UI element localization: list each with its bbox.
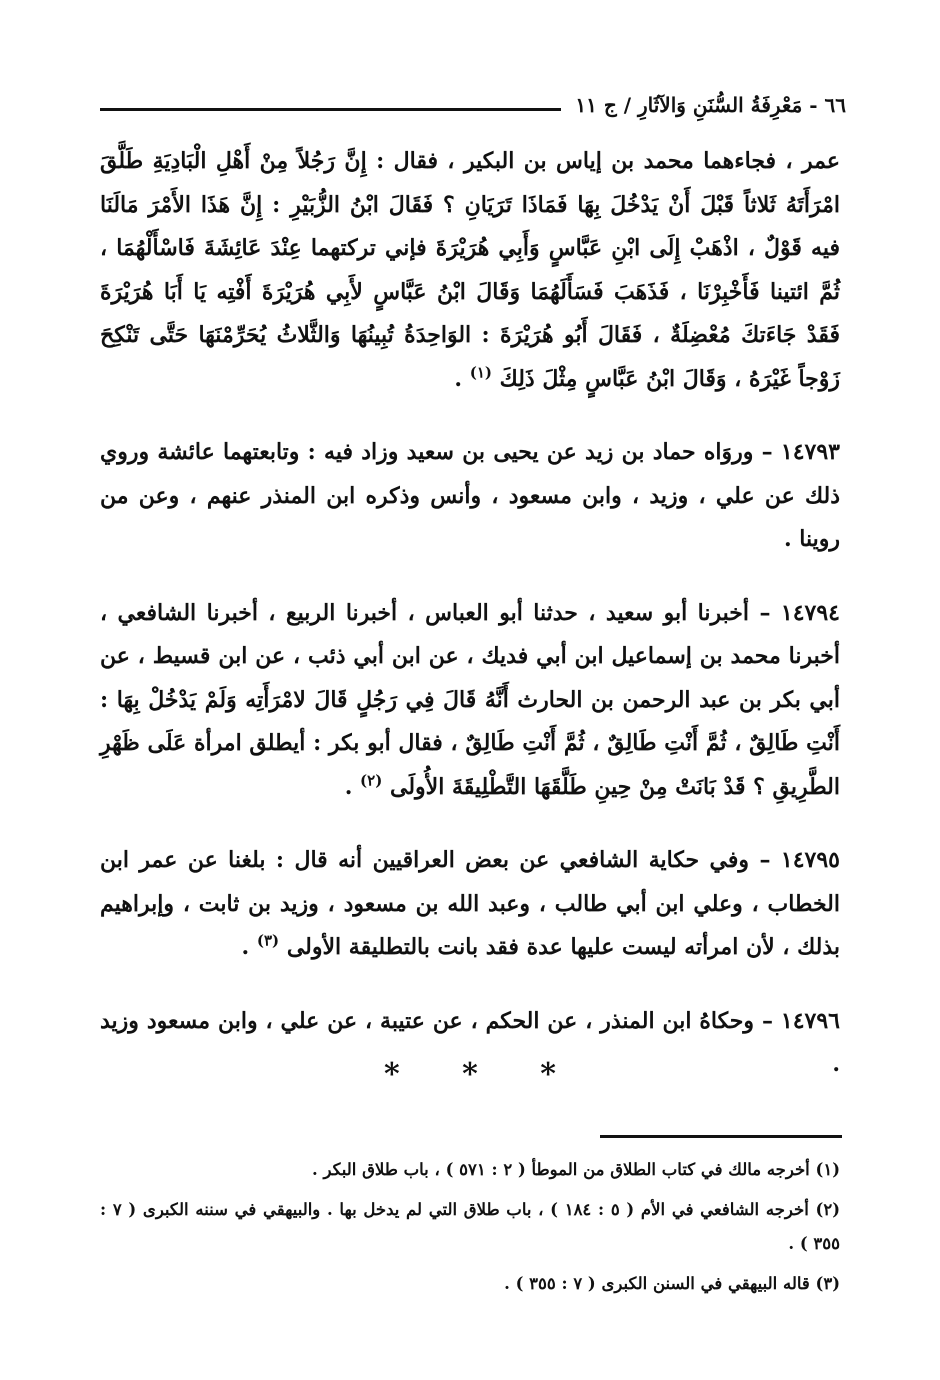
footnote-ref-2: (٢) xyxy=(360,771,383,790)
asterisk: * xyxy=(540,1057,556,1092)
hadith-number: ١٤٧٩٤ xyxy=(780,599,840,626)
period: . xyxy=(241,934,250,960)
footnote-rule xyxy=(600,1135,842,1138)
paragraph-text: وروَاه حماد بن زيد عن يحيى بن سعيد وزاد فيه : وتابعتهما عائشة وروي ذلك عن علي ، وزيد ، وابن مسعود ، وأنس وذكره ابن المنذر عنهم ، وعن من روينا . xyxy=(100,439,840,552)
paragraph-text: وفي حكاية الشافعي عن بعض العراقيين أنه قال : بلغنا عن عمر ابن الخطاب ، وعلي ابن أبي طالب ، وعبد الله بن مسعود ، وزيد بن ثابت ، وإبراهيم بذلك ، لأن امرأته ليست عليها عدة فقد بانت بالتطليقة الأولى xyxy=(100,847,840,960)
asterisk: * xyxy=(383,1057,400,1092)
footnote-2: (٢) أخرجه الشافعي في الأم ( ٥ : ١٨٤ ) ، باب طلاق التي لم يدخل بها . والبيهقي في سننه الكبرى ( ٧ : ٣٥٥ ) . xyxy=(100,1200,840,1253)
section-separator xyxy=(0,1057,940,1097)
dash: – xyxy=(761,1007,773,1034)
paragraph-text: وحكاهُ ابن المنذر ، عن الحكم ، عن عتيبة ، عن علي ، وابن مسعود وزيد . xyxy=(100,1007,840,1077)
running-header xyxy=(100,88,846,122)
paragraph-continuation xyxy=(100,140,840,401)
period: . xyxy=(344,773,353,800)
footnote-3: (٣) قاله البيهقي في السنن الكبرى ( ٧ : ٣٥٥ ) . xyxy=(504,1274,840,1293)
footnotes xyxy=(100,1153,840,1307)
dash: – xyxy=(761,439,773,465)
hadith-number: ١٤٧٩٥ xyxy=(780,847,840,873)
paragraph-14794 xyxy=(100,592,840,810)
footnote-ref-3: (٣) xyxy=(256,931,280,950)
running-header-text: ٦٦ - مَعْرِفَةُ السُّنَنِ وَالآثَارِ / ج ١١ xyxy=(575,93,846,117)
paragraph-14795 xyxy=(100,839,840,970)
main-text xyxy=(100,140,840,1087)
asterisk: * xyxy=(462,1057,478,1092)
hadith-number: ١٤٧٩٦ xyxy=(780,1007,840,1034)
period: . xyxy=(454,365,463,392)
dash: – xyxy=(759,599,771,626)
paragraph-14793 xyxy=(100,431,840,562)
paragraph-text: أخبرنا أبو سعيد ، حدثنا أبو العباس ، أخبرنا الربيع ، أخبرنا الشافعي ، أخبرنا محمد بن إسماعيل ابن أبي فديك ، عن ابن أبي ذئب ، عن ابن قسيط ، عن أبي بكر بن عبد الرحمن بن الحارث أَنَّهُ قَالَ فِي رَجُلٍ قَالَ لامْرَأَتِه وَلَمْ يَدْخُلْ بِهَا : أَنْتِ طَالِقٌ ، ثُمَّ أَنْتِ طَالِقٌ ، ثُمَّ أَنْتِ طَالِقٌ ، فقال أبو بكر : أيطلق امرأة عَلَى ظَهْرِ الطَّرِيقِ ؟ قَدْ بَانَتْ مِنْ حِينِ طَلَّقَهَا التَّطْلِيقَةَ الأُولَى xyxy=(100,599,840,800)
header-rule xyxy=(100,108,561,111)
footnote-1: (١) أخرجه مالك في كتاب الطلاق من الموطأ ( ٢ : ٥٧١ ) ، باب طلاق البكر . xyxy=(312,1160,840,1179)
paragraph-text: عمر ، فجاءهما محمد بن إياس بن البكير ، فقال : إِنَّ رَجُلاً مِنْ أَهْلِ الْبَادِيَةِ طَلَّقَ امْرَأَتَهُ ثَلاثاً قَبْلَ أَنْ يَدْخُلَ بِهَا فَمَاذَا تَرَيَانِ ؟ فَقَالَ ابْنُ الزُّبَيْرِ : إِنَّ هَذَا الأَمْرَ مَالَنَا فيه قَوْلٌ ، اذْهَبْ إِلَى ابْنِ عَبَّاسٍ وَأَبِي هُرَيْرَةَ فإني تركتهما عِنْدَ عَائِشَةَ فَاسْأَلْهُمَا ، ثُمَّ ائتينا فَأَخْبِرْنَا ، فَذَهَبَ فَسَأَلَهُمَا وَقَالَ ابْنُ عَبَّاسٍ لأَبِي هُرَيْرَةَ أَفْتِه يَا أَبَا هُرَيْرَةَ فَقَدْ جَاءَتكَ مُعْضِلَةٌ ، فَقَالَ أَبُو هُرَيْرَةَ : الوَاحِدَةُ تُبِينُهَا وَالثَّلاثُ يُحَرِّمْنَهَا حَتَّى تَنْكِحَ زَوْجاً غَيْرَهُ ، وَقَالَ ابْنُ عَبَّاسٍ مِثْلَ ذَلِكَ xyxy=(100,148,840,392)
dash: – xyxy=(759,847,771,873)
hadith-number: ١٤٧٩٣ xyxy=(780,439,840,465)
footnote-ref-1: (١) xyxy=(469,363,492,382)
